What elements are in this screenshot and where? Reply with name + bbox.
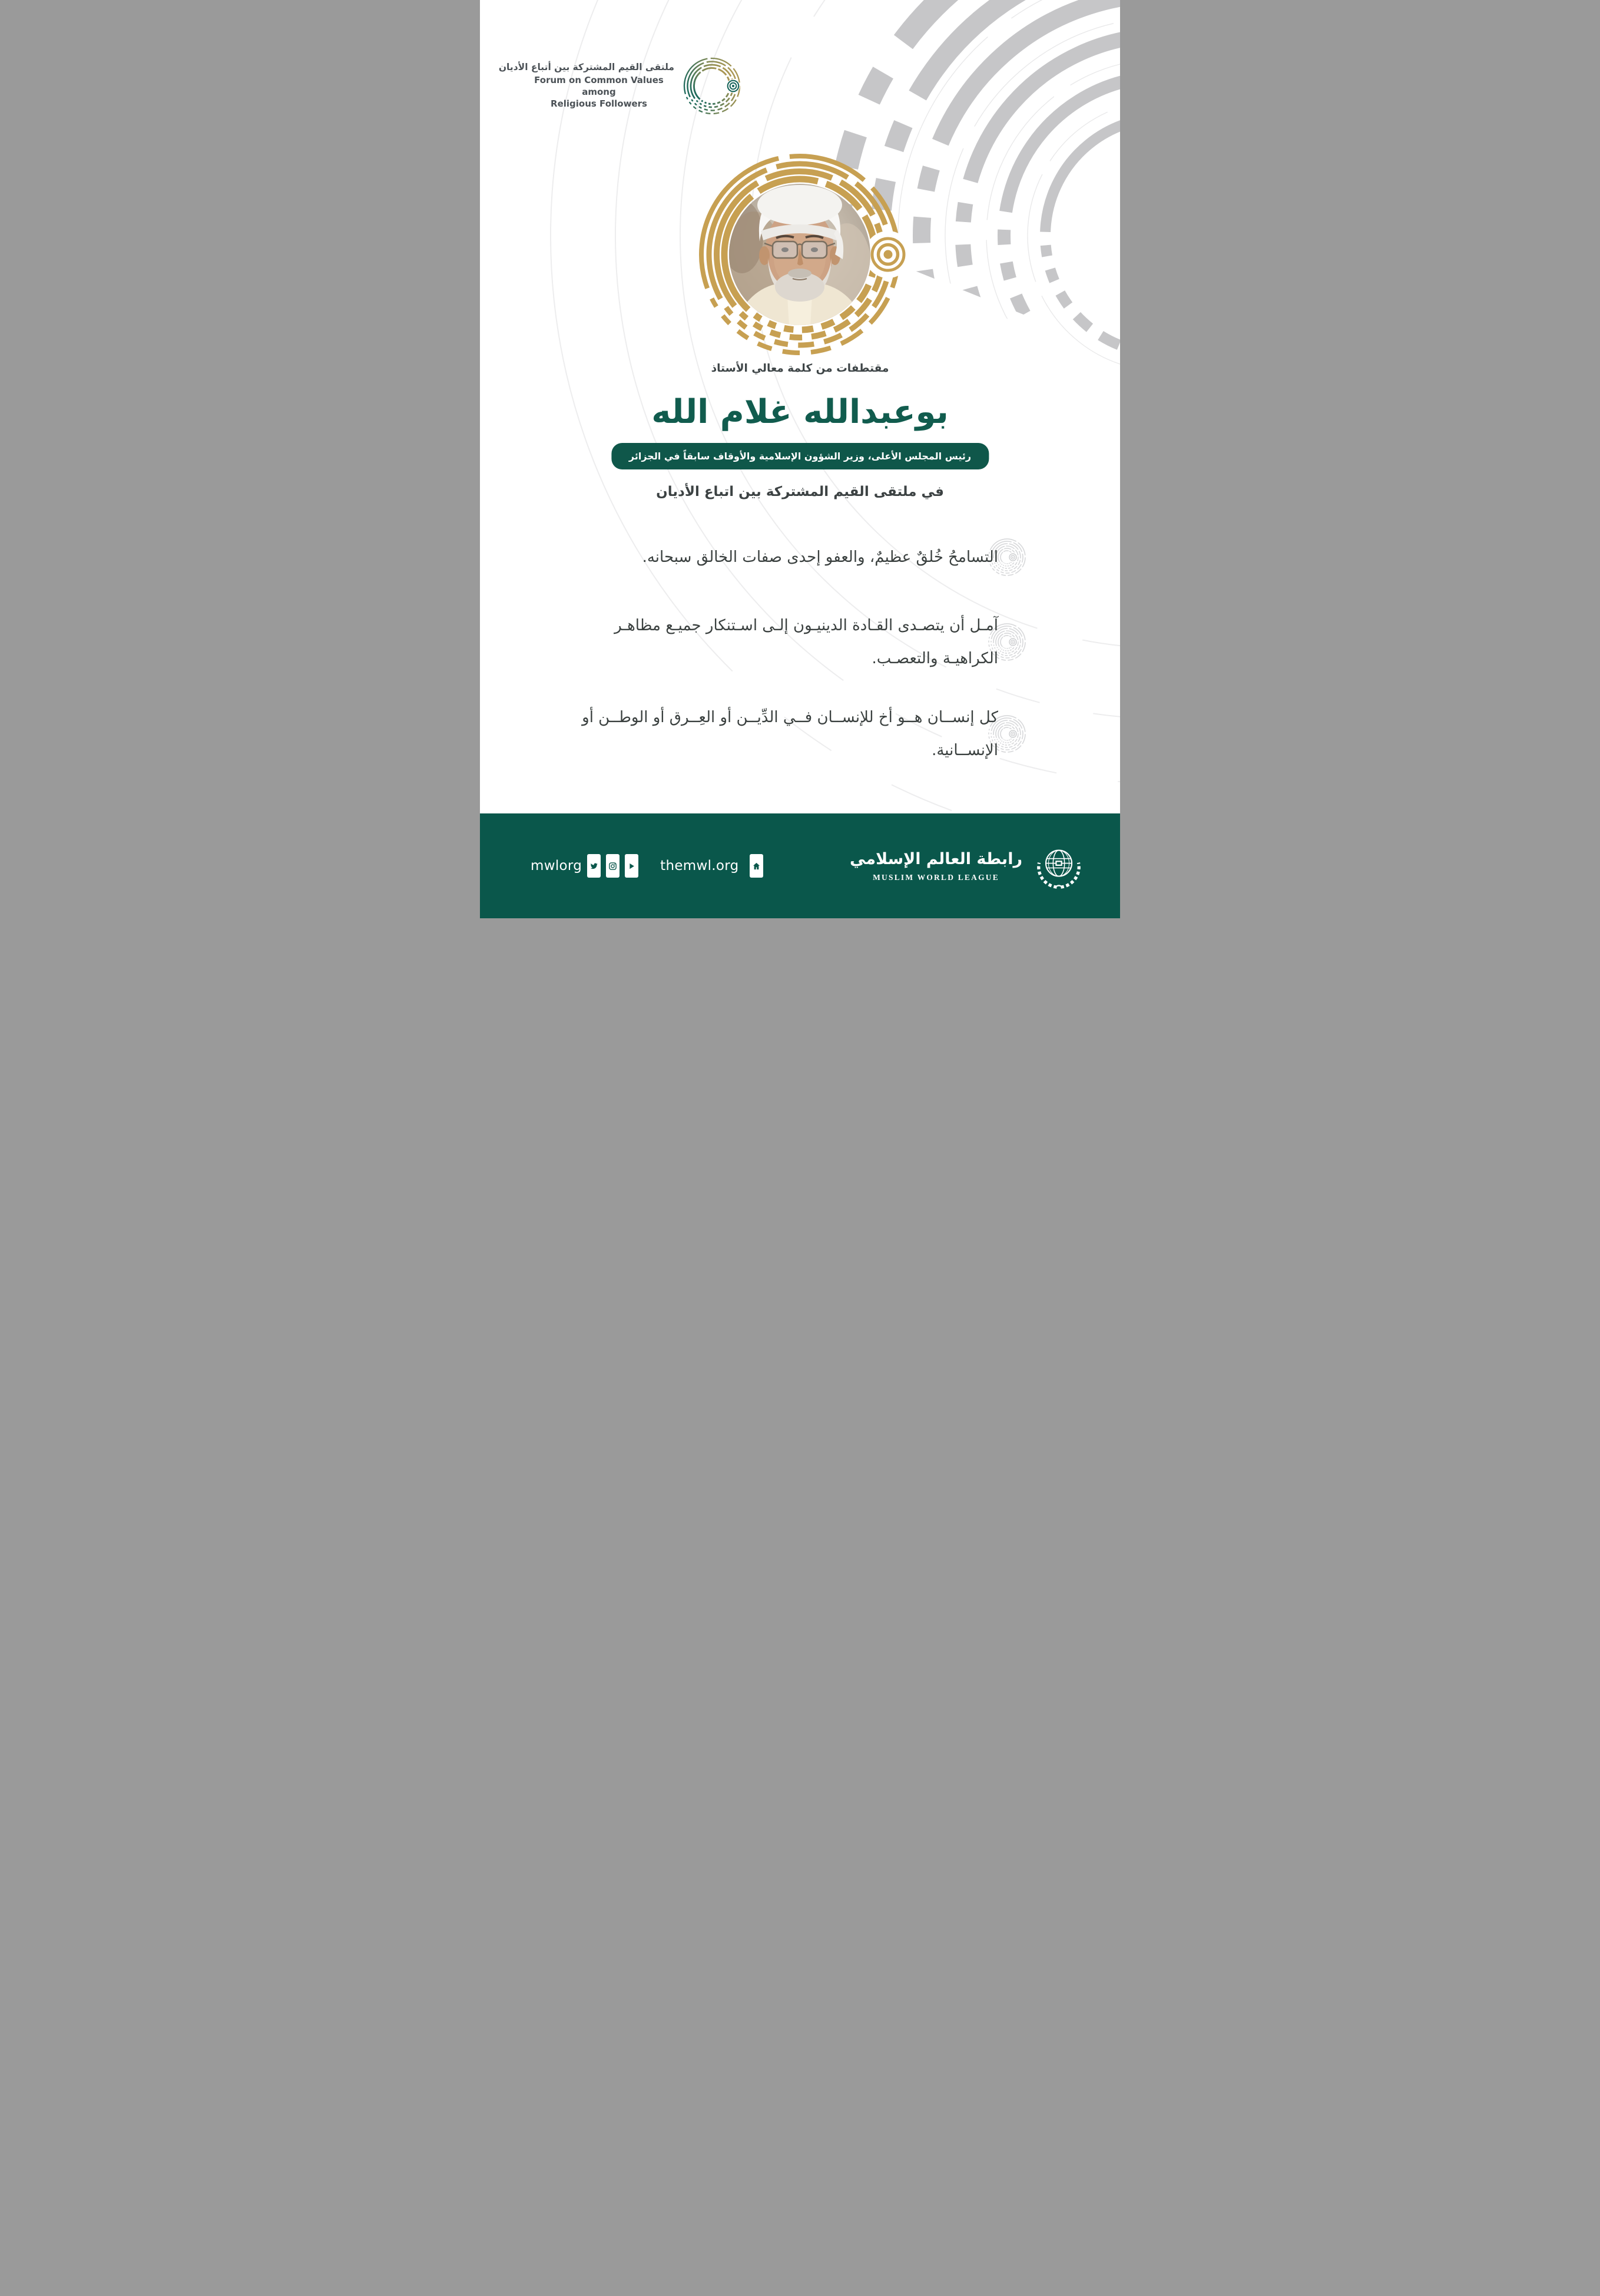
youtube-icon[interactable] xyxy=(625,854,638,878)
caption-line: مقتطفات من كلمة معالي الأستاذ xyxy=(711,362,889,375)
mwl-brand-block xyxy=(850,840,1085,892)
event-line: في ملتقى القيم المشتركة بين اتباع الأديان xyxy=(656,484,944,499)
home-icon[interactable] xyxy=(750,854,763,878)
footer-social-block xyxy=(531,854,763,878)
social-handle[interactable]: mwlorg xyxy=(531,858,582,874)
quote-2: آمـل أن يتصـدى القـادة الدينيـون إلـى اسـتنكار جميـع مظاهـر الكراهيـة والتعصـب. xyxy=(614,617,998,667)
website-url[interactable]: themwl.org xyxy=(660,858,739,874)
role-badge: رئيس المجلس الأعلى، وزير الشؤون الإسلامية والأوقاف سابقاً في الجزائر xyxy=(611,443,989,469)
speaker-name-title: بوعبدالله غلام الله xyxy=(651,393,949,431)
quote-3: كل إنســان هــو أخ للإنســان فــي الدِّيــن أو العِــرق أو الوطــن أو الإنســانية. xyxy=(582,709,998,759)
mwl-name-arabic: رابطة العالم الإسلامي xyxy=(850,850,1022,869)
forum-logo-lockup xyxy=(498,57,741,115)
spiral-forum-mark-icon xyxy=(683,57,741,115)
globe-wreath-emblem-icon xyxy=(1033,840,1085,892)
instagram-icon[interactable] xyxy=(606,854,620,878)
twitter-icon[interactable] xyxy=(587,854,601,878)
footer-bar xyxy=(480,813,1120,918)
forum-logo-text xyxy=(498,62,674,110)
quote-1: التسامحُ خُلقٌ عظيمٌ، والعفو إحدى صفات الخالق سبحانه. xyxy=(642,548,998,566)
mwl-name-english: MUSLIM WORLD LEAGUE xyxy=(873,872,999,882)
mwl-brand-text xyxy=(850,849,1022,882)
poster xyxy=(480,0,1120,918)
forum-title-arabic: ملتقى القيم المشتركة بين أتباع الأديان xyxy=(498,62,674,73)
speaker-photo-with-gold-spiral xyxy=(688,143,912,366)
forum-title-english: Forum on Common Values among Religious Followers xyxy=(534,75,664,109)
